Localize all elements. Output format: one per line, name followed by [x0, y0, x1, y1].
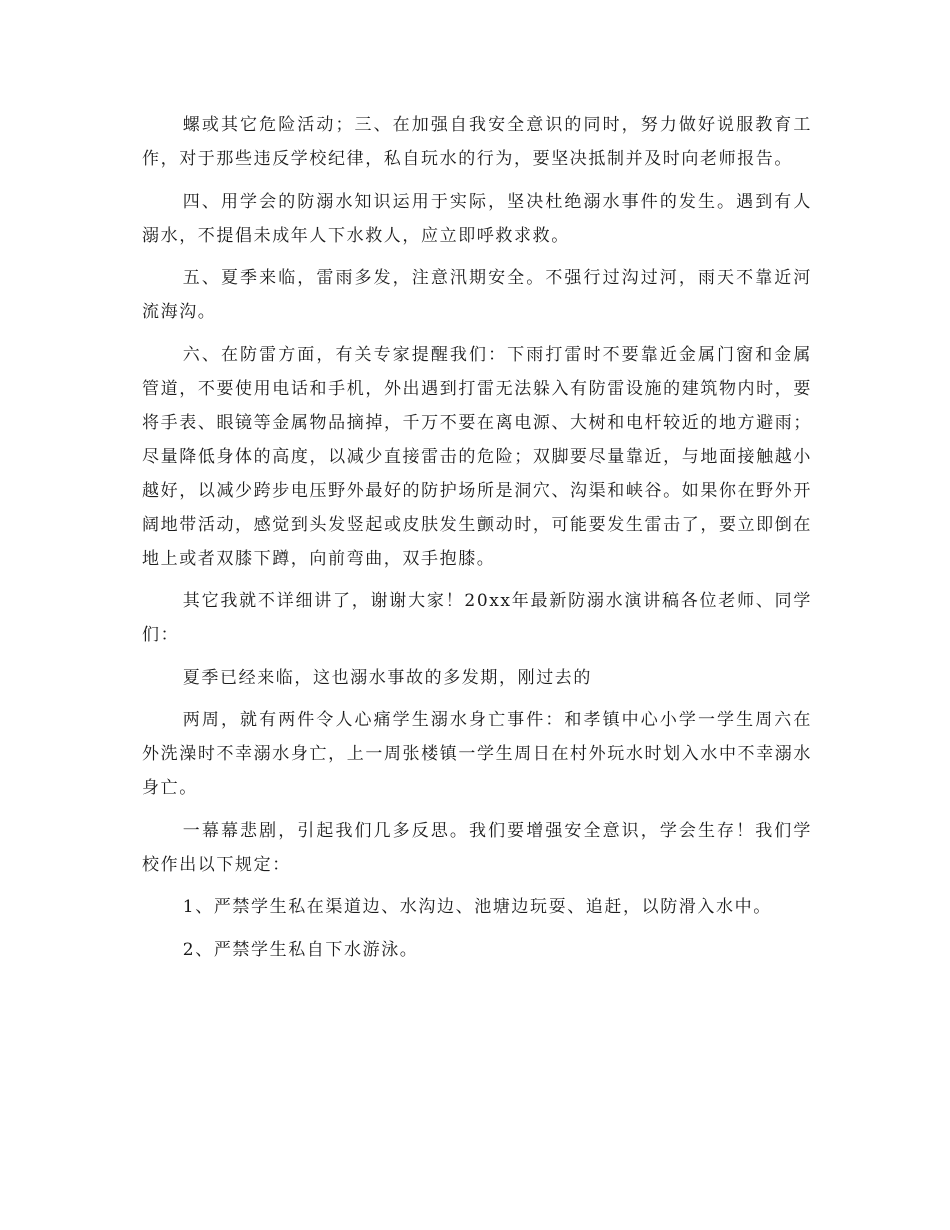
paragraph-item-four: 四、用学会的防溺水知识运用于实际，坚决杜绝溺水事件的发生。遇到有人溺水，不提倡未成年人下水救人，应立即呼救求救。 [142, 191, 812, 246]
rule-item-1: 1、严禁学生私在渠道边、水沟边、池塘边玩耍、追赶，以防滑入水中。 [182, 897, 772, 917]
rule-item-2: 2、严禁学生私自下水游泳。 [182, 939, 419, 960]
document-body [142, 108, 812, 975]
paragraph-incidents: 两周，就有两件令人心痛学生溺水身亡事件：和孝镇中心小学一学生周六在外洗澡时不幸溺水身亡，上一周张楼镇一学生周日在村外玩水时划入水中不幸溺水身亡。 [142, 710, 812, 798]
paragraph-closing: 其它我就不详细讲了，谢谢大家！20xx年最新防溺水演讲稿各位老师、同学们： [142, 591, 812, 645]
paragraph-summer-intro: 夏季已经来临，这也溺水事故的多发期，刚过去的 [182, 667, 592, 688]
paragraph-reflection: 一幕幕悲剧，引起我们几多反思。我们要增强安全意识，学会生存！我们学校作出以下规定： [142, 820, 812, 875]
paragraph-item-five: 五、夏季来临，雷雨多发，注意汛期安全。不强行过沟过河，雨天不靠近河流海沟。 [142, 268, 812, 322]
paragraph-item-six: 六、在防雷方面，有关专家提醒我们：下雨打雷时不要靠近金属门窗和金属管道，不要使用电话和手机，外出遇到打雷无法躲入有防雷设施的建筑物内时，要将手表、眼镜等金属物品摘掉，千万不要在离电源、大树和电杆较近的地方避雨；尽量降低身体的高度，以减少直接雷击的危险；双脚要尽量靠近，与地面接触越小越好，以减少跨步电压野外最好的防护场所是洞穴、沟渠和峡谷。如果你在野外开阔地带活动，感觉到头发竖起或皮肤发生颤动时，可能要发生雷击了，要立即倒在地上或者双膝下蹲，向前弯曲，双手抱膝。 [142, 344, 812, 569]
paragraph-continuation: 螺或其它危险活动；三、在加强自我安全意识的同时，努力做好说服教育工作，对于那些违反学校纪律，私自玩水的行为，要坚决抵制并及时向老师报告。 [142, 115, 812, 169]
